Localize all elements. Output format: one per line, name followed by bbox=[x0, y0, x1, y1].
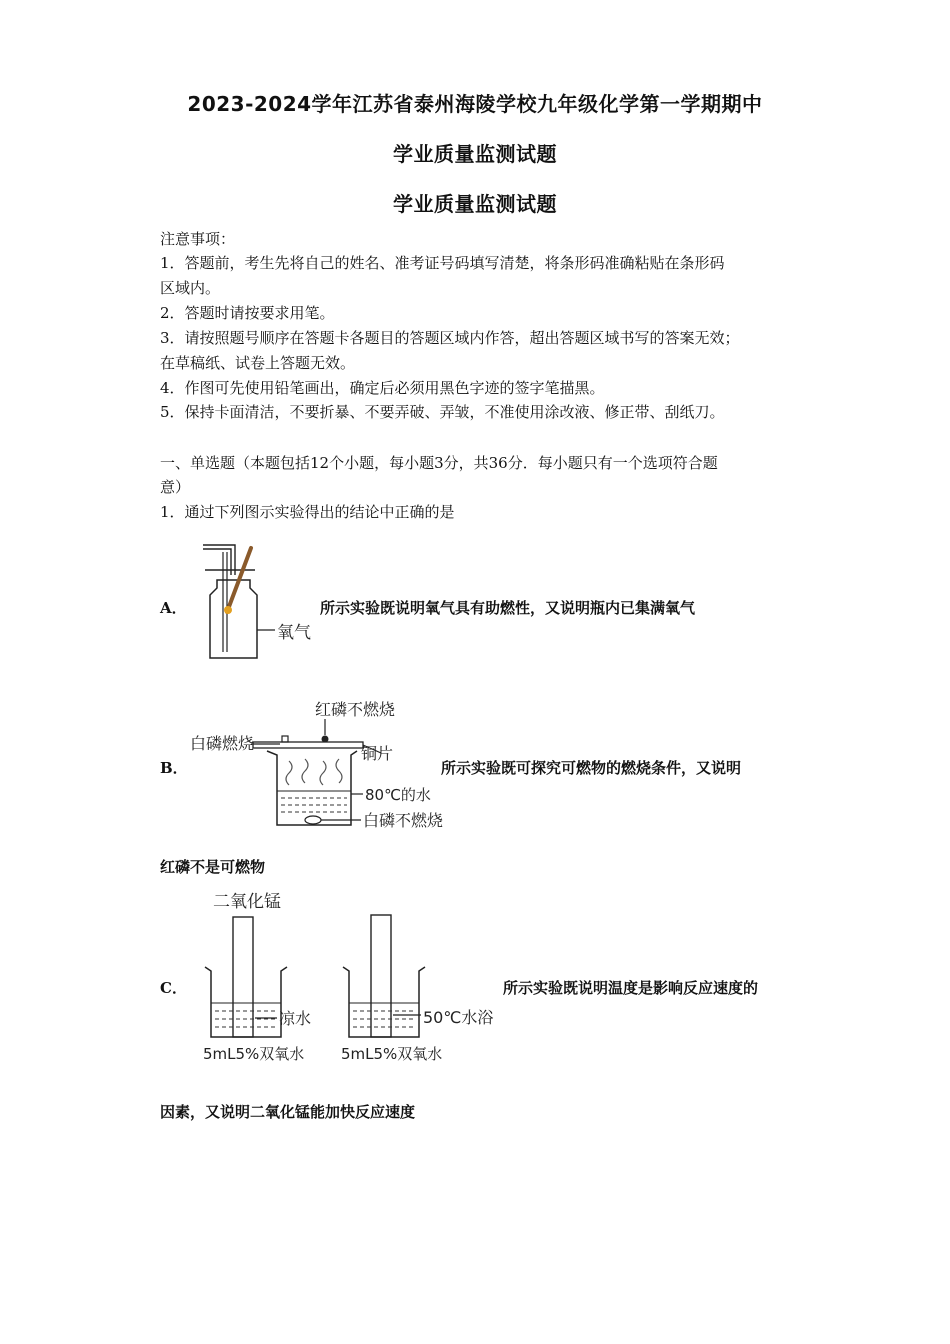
option-b-text-cont: 红磷不是可燃物 bbox=[160, 858, 266, 876]
white-phosphorus-icon bbox=[282, 736, 288, 742]
option-a-text: 所示实验既说明氧气具有助燃性，又说明瓶内已集满氧气 bbox=[320, 599, 696, 617]
underwater-white-phosphorus-icon bbox=[305, 816, 321, 824]
beaker-icon bbox=[267, 751, 357, 825]
notice-item-5: 5．保持卡面清洁，不要折暴、不要弄破、弄皱，不准使用涂改液、修正带、刮纸刀。 bbox=[160, 403, 725, 421]
oxygen-label: 氧气 bbox=[277, 623, 311, 643]
notice-heading: 注意事项： bbox=[160, 230, 236, 248]
h2o2-left-label: 5mL5%双氧水 bbox=[203, 1045, 305, 1063]
exam-title-line3: 学业质量监测试题 bbox=[393, 192, 557, 216]
white-phosphorus-top-label: 白磷燃烧 bbox=[190, 734, 255, 753]
option-c-text-cont: 因素，又说明二氧化锰能加快反应速度 bbox=[160, 1103, 416, 1121]
notice-item-3-cont: 在草稿纸、试卷上答题无效。 bbox=[160, 354, 356, 372]
notice-item-4: 4．作图可先使用铅笔画出，确定后必须用黑色字迹的签字笔描黑。 bbox=[160, 379, 605, 397]
option-c-label: C． bbox=[160, 979, 187, 997]
exam-title-line2: 学业质量监测试题 bbox=[393, 142, 557, 166]
option-c-text: 所示实验既说明温度是影响反应速度的 bbox=[503, 979, 759, 997]
notice-item-2: 2．答题时请按要求用笔。 bbox=[160, 304, 335, 322]
red-phosphorus-icon bbox=[322, 736, 329, 743]
option-b-text: 所示实验既可探究可燃物的燃烧条件，又说明 bbox=[441, 759, 742, 777]
h2o2-right-label: 5mL5%双氧水 bbox=[341, 1045, 443, 1063]
question-1-stem: 1．通过下列图示实验得出的结论中正确的是 bbox=[160, 503, 455, 521]
notice-item-1-cont: 区域内。 bbox=[160, 279, 221, 297]
warm-bath-label: 50℃水浴 bbox=[423, 1008, 494, 1027]
section-heading: 一、单选题（本题包括12个小题，每小题3分，共36分．每小题只有一个选项符合题 bbox=[160, 454, 718, 472]
notice-item-1: 1．答题前，考生先将自己的姓名、准考证号码填写清楚，将条形码准确粘贴在条形码 bbox=[160, 254, 725, 272]
white-phosphorus-bottom-label: 白磷不燃烧 bbox=[363, 811, 444, 830]
mno2-label: 二氧化锰 bbox=[213, 892, 281, 912]
notice-item-3: 3．请按照题号顺序在答题卡各题目的答题区域内作答，超出答题区域书写的答案无效； bbox=[160, 329, 740, 347]
option-a-figure bbox=[195, 540, 325, 665]
option-b-label: B． bbox=[160, 759, 188, 777]
copper-plate-icon bbox=[253, 742, 363, 748]
section-heading-cont: 意） bbox=[160, 478, 191, 496]
flame-icon bbox=[224, 606, 232, 614]
option-c-figure bbox=[195, 885, 505, 1065]
cold-water-label: 凉水 bbox=[279, 1009, 312, 1028]
copper-label: 铜片 bbox=[361, 744, 394, 763]
red-phosphorus-label: 红磷不燃烧 bbox=[315, 700, 396, 719]
exam-title-line1: 2023-2024学年江苏省泰州海陵学校九年级化学第一学期期中 bbox=[187, 92, 763, 116]
option-a-label: A． bbox=[160, 599, 187, 617]
option-b-figure bbox=[185, 695, 445, 835]
hot-water-label: 80℃的水 bbox=[365, 786, 431, 804]
